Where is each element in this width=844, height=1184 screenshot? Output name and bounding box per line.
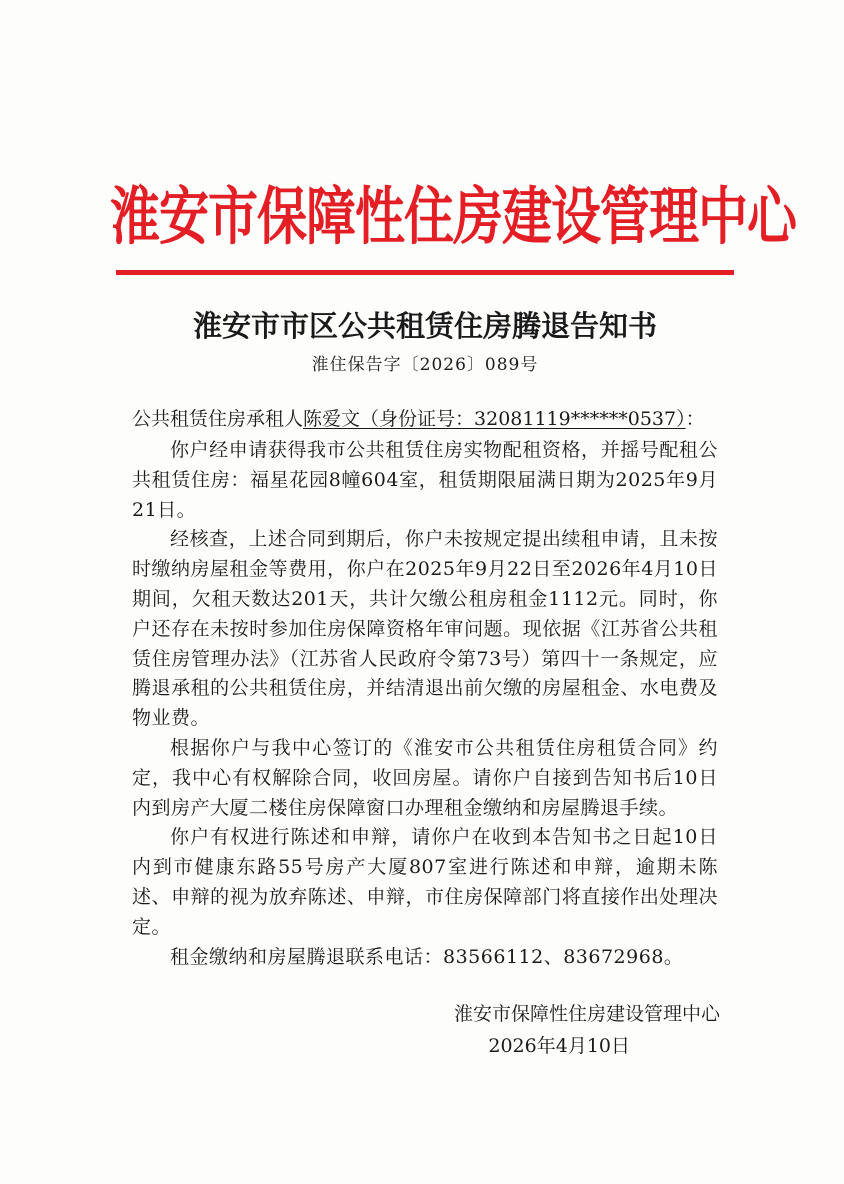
contact-phone-line: 租金缴纳和房屋腾退联系电话：83566112、83672968。: [170, 945, 684, 968]
salutation-suffix: ：: [685, 408, 705, 430]
red-divider-rule: [116, 270, 734, 275]
salutation-line: [132, 404, 705, 434]
tenant-name: 陈爱文: [303, 408, 361, 430]
tenant-id-number: （身份证号：32081119******0537）: [360, 408, 686, 430]
paragraph-appeal-rights: 你户有权进行陈述和申辩，请你户在收到本告知书之日起10日内到市健康东路55号房产大厦807室进行陈述和申辩，逾期未陈述、申辩的视为放弃陈述、申辩，市住房保障部门将直接作出处理决定。: [132, 826, 718, 938]
paragraph-allocation: 你户经申请获得我市公共租赁住房实物配租资格，并摇号配租公共租赁住房：福星花园8幢604室，租赁期限届满日期为2025年9月21日。: [132, 439, 718, 521]
document-number: 淮住保告字〔2026〕089号: [311, 355, 539, 375]
paragraph-contract-termination: 根据你户与我中心签订的《淮安市公共租赁住房租赁合同》约定，我中心有权解除合同，收回房屋。请你户自接到告知书后10日内到房产大厦二楼住房保障窗口办理租金缴纳和房屋腾退手续。: [132, 736, 718, 819]
notice-body: [132, 436, 718, 972]
issuer-masthead: 淮安市保障性住房建设管理中心: [110, 180, 796, 253]
signature-block: [380, 998, 720, 1062]
signature-date: 2026年4月10日: [488, 1035, 630, 1057]
document-title: 淮安市市区公共租赁住房腾退告知书: [192, 309, 657, 343]
signature-org: 淮安市保障性住房建设管理中心: [453, 1003, 720, 1025]
paragraph-arrears: 经核查，上述合同到期后，你户未按规定提出续租申请，且未按时缴纳房屋租金等费用，你户在2025年9月22日至2026年4月10日期间，欠租天数达201天，共计欠缴公租房租金1112元。同时，你户还存在未按时参加住房保障资格年审问题。现依据《江苏省公共租赁住房管理办法》（江苏省人民政府令第73号）第四十一条规定，应腾退承租的公共租赁住房，并结清退出前欠缴的房屋租金、水电费及物业费。: [132, 528, 718, 730]
salutation-prefix: 公共租赁住房承租人: [132, 408, 304, 430]
